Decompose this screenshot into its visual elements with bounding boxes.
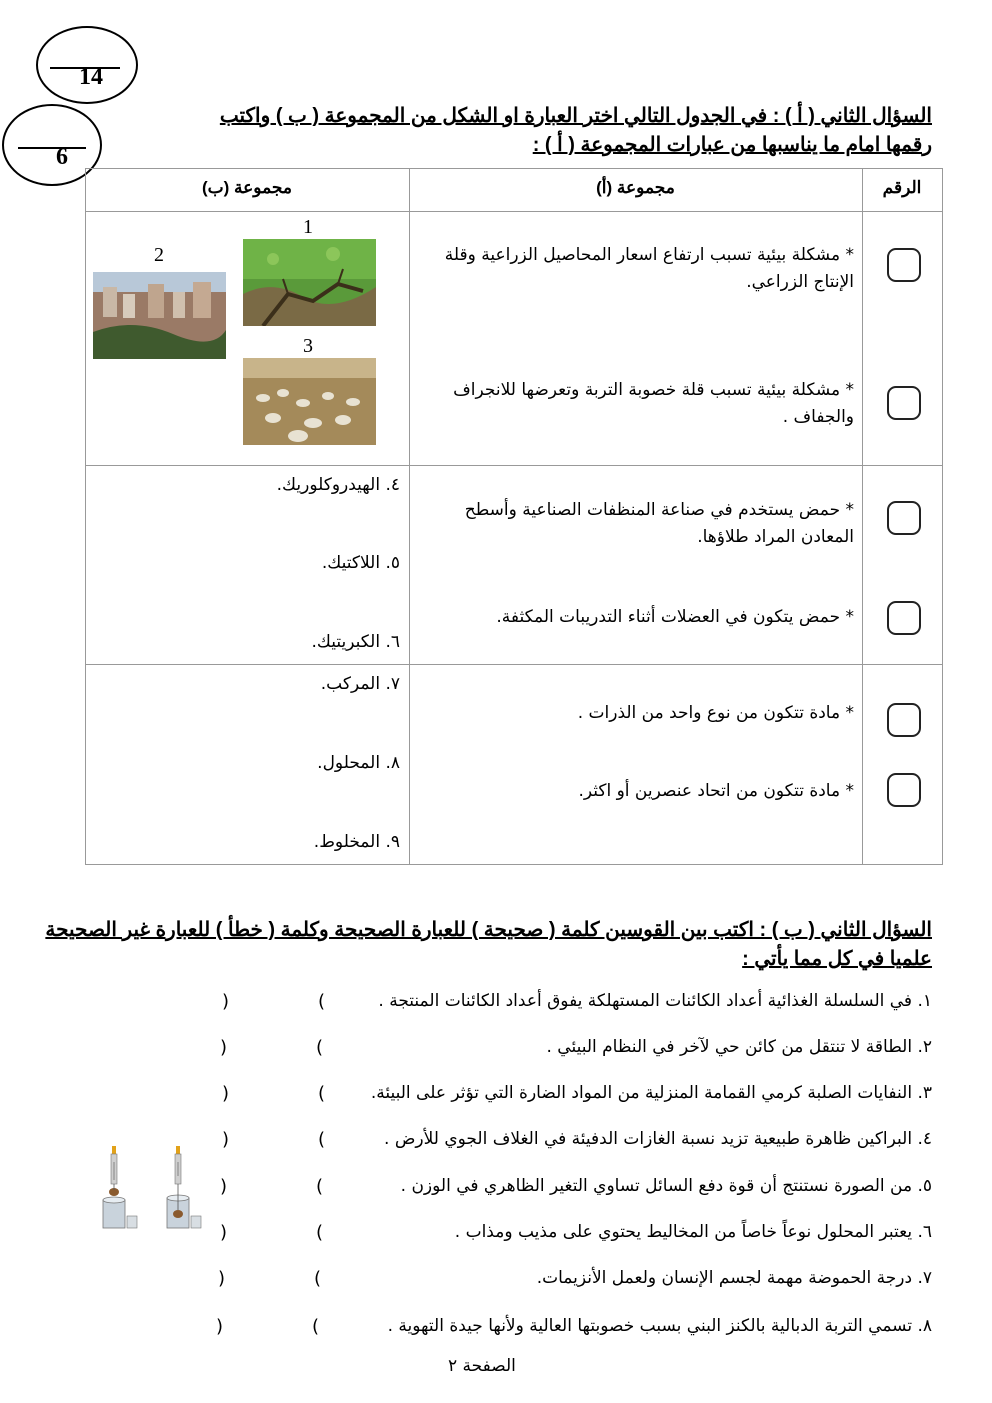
photo-overgrazing: [243, 358, 376, 445]
answer-box[interactable]: [887, 773, 921, 807]
header-group-b: مجموعة (ب): [202, 178, 292, 197]
statement: * مادة تتكون من نوع واحد من الذرات .: [577, 703, 854, 723]
option-6: ٦. الكبريتيك.: [311, 632, 400, 652]
answer-box[interactable]: [887, 501, 921, 535]
header-number: الرقم: [882, 178, 922, 197]
option-8: ٨. المحلول.: [317, 753, 400, 773]
tf-item-6: ٦. يعتبر المحلول نوعاً خاصاً من المخاليط يحتوي على مذيب ومذاب .: [454, 1222, 932, 1242]
answer-box[interactable]: [887, 386, 921, 420]
buoyancy-apparatus-illustration: [98, 1142, 210, 1234]
section-b-heading-line1: السؤال الثاني ( ب ) : اكتب بين القوسين كلمة ( صحيحة ) للعبارة الصحيحة وكلمة ( خطأ ) للعبارة غير الصحيحة: [45, 919, 932, 941]
answer-box[interactable]: [887, 703, 921, 737]
header-group-a: مجموعة (أ): [596, 178, 675, 197]
score-bottom: 6: [56, 144, 68, 170]
tf-item-8: ٨. تسمي التربة الدبالية بالكنز البني بسبب خصوبتها العالية ولأنها جيدة التهوية .: [387, 1316, 932, 1336]
page-footer: الصفحة ٢: [448, 1356, 516, 1376]
section-a-heading-line1: السؤال الثاني ( أ ) : في الجدول التالي اختر العبارة او الشكل من المجموعة ( ب ) واكتب: [219, 105, 932, 127]
tf-item-2: ٢. الطاقة لا تنتقل من كائن حي لآخر في النظام البيئي .: [546, 1037, 932, 1057]
image-label-1: 1: [303, 216, 313, 238]
statement: * حمض يتكون في العضلات أثناء التدريبات المكثفة.: [496, 607, 854, 627]
score-top: 14: [79, 64, 103, 90]
tf-item-3: ٣. النفايات الصلبة كرمي القمامة المنزلية من المواد الضارة التي تؤثر على البيئة.: [370, 1083, 932, 1103]
tf-item-4: ٤. البراكين ظاهرة طبيعية تزيد نسبة الغازات الدفيئة في الغلاف الجوي للأرض .: [384, 1129, 932, 1149]
section-b-heading-line2: علميا في كل مما يأتي :: [742, 948, 932, 970]
image-label-2: 2: [154, 244, 164, 266]
statement: * مادة تتكون من اتحاد عنصرين أو اكثر.: [578, 781, 854, 801]
section-a-heading-line2: رقمها امام ما يناسبها من عبارات المجموعة ( أ ) :: [532, 134, 932, 156]
statement: * حمض يستخدم في صناعة المنظفات الصناعية وأسطح المعادن المراد طلاؤها.: [464, 500, 854, 547]
statement: * مشكلة بيئية تسبب ارتفاع اسعار المحاصيل الزراعية وقلة الإنتاج الزراعي.: [444, 245, 854, 292]
image-label-3: 3: [303, 335, 313, 357]
option-9: ٩. المخلوط.: [313, 832, 400, 852]
photo-urban-sprawl: [93, 272, 226, 359]
tf-item-5: ٥. من الصورة نستنتج أن قوة دفع السائل تساوي التغير الظاهري في الوزن .: [400, 1176, 932, 1196]
answer-box[interactable]: [887, 601, 921, 635]
photo-desertification: [243, 239, 376, 326]
option-5: ٥. اللاكتيك.: [321, 553, 400, 573]
statement: * مشكلة بيئية تسبب قلة خصوبة التربة وتعرضها للانجراف والجفاف .: [453, 380, 854, 427]
option-4: ٤. الهيدروكلوريك.: [276, 475, 400, 495]
answer-box[interactable]: [887, 248, 921, 282]
tf-item-7: ٧. درجة الحموضة مهمة لجسم الإنسان ولعمل الأنزيمات.: [536, 1268, 932, 1288]
tf-item-1: ١. في السلسلة الغذائية أعداد الكائنات المستهلكة يفوق أعداد الكائنات المنتجة .: [378, 991, 932, 1011]
option-7: ٧. المركب.: [320, 674, 400, 694]
